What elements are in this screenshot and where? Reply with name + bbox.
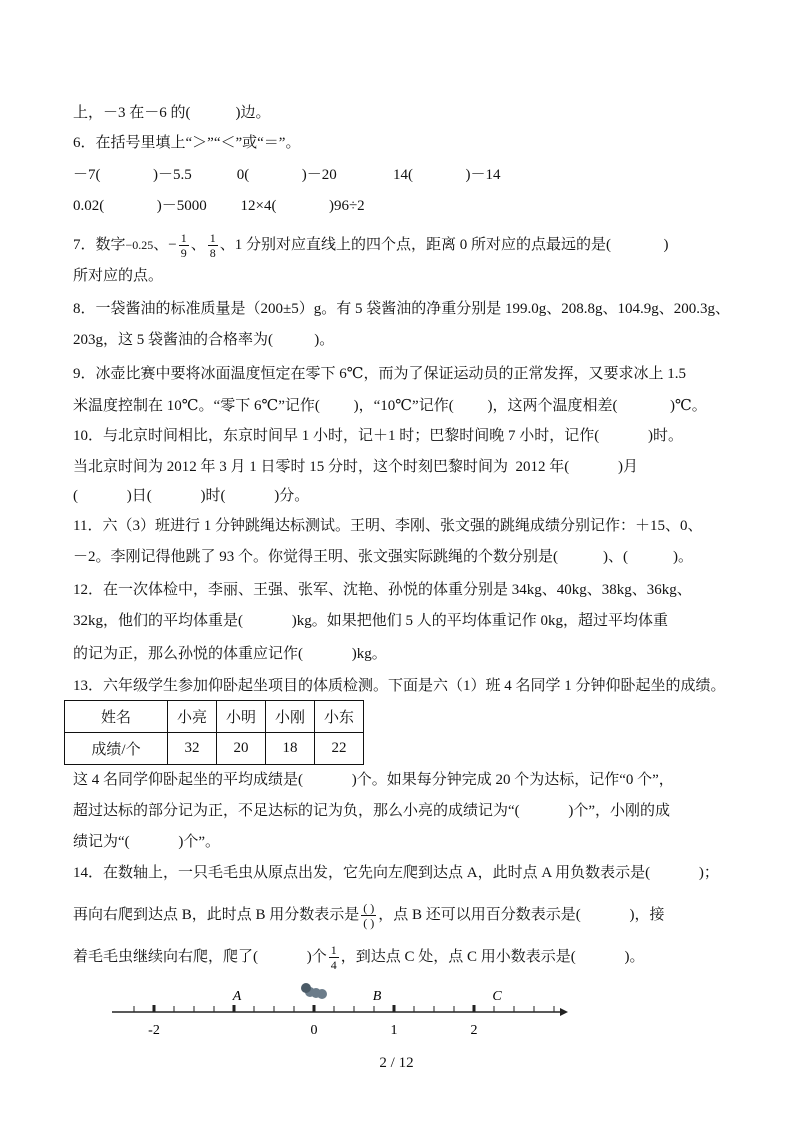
score-cell: 18 <box>266 733 315 765</box>
score-cell: 32 <box>168 733 217 765</box>
text-line: 10．与北京时间相比，东京时间早 1 小时，记＋1 时；巴黎时间晚 7 小时，记作( )时。 <box>73 428 683 444</box>
text-line: 8．一袋酱油的标准质量是（200±5）g。有 5 袋酱油的净重分别是 199.0g、208.8g、104.9g、200.3g、 <box>73 301 730 317</box>
text-line: 绩记为“( )个”。 <box>73 834 221 850</box>
score-cell: 20 <box>217 733 266 765</box>
numerator: 1 <box>330 943 337 957</box>
text-line: 13．六年级学生参加仰卧起坐项目的体质检测。下面是六（1）班 4 名同学 1 分钟仰卧起坐的成绩。 <box>73 678 726 694</box>
text-line: 11．六（3）班进行 1 分钟跳绳达标测试。王明、李刚、张文强的跳绳成绩分别记作：＋15、0、 <box>73 518 703 534</box>
tick-label: 1 <box>390 1023 398 1038</box>
point-label: A <box>232 989 242 1004</box>
fraction-blank <box>361 901 376 930</box>
text-line: －2。李刚记得他跳了 93 个。你觉得王明、张文强实际跳绳的个数分别是( )、( )。 <box>73 549 693 565</box>
text-line: 所对应的点。 <box>73 268 164 284</box>
denominator: ( ) <box>363 916 375 930</box>
tick-label: -2 <box>148 1023 160 1038</box>
text-line: 上，－3 在－6 的( )边。 <box>73 105 271 121</box>
text-line: 当北京时间为 2012 年 3 月 1 日零时 15 分时，这个时刻巴黎时间为 2012 年( )月 <box>73 459 638 475</box>
q7-text: 、 <box>190 236 206 253</box>
number-line <box>0 980 793 1040</box>
point-label: C <box>492 989 502 1004</box>
text: 着毛毛虫继续向右爬，爬了( )个 <box>73 948 327 965</box>
tick-label: 0 <box>310 1023 318 1038</box>
situp-score-table <box>64 700 364 765</box>
header-cell: 小明 <box>217 701 266 733</box>
q7-text: 、− <box>153 236 177 253</box>
score-cell: 22 <box>315 733 364 765</box>
text: ，到达点 C 处，点 C 用小数表示是( )。 <box>340 948 645 965</box>
q7-text: 7．数字 <box>73 236 126 253</box>
denominator: 8 <box>209 246 216 260</box>
fraction <box>179 231 189 260</box>
page-number: 2 / 12 <box>379 1055 414 1071</box>
text-line: ( )日( )时( )分。 <box>73 488 310 504</box>
text-line: －7( )－5.5 0( )－20 14( )－14 <box>73 167 501 183</box>
text-line: 32kg，他们的平均体重是( )kg。如果把他们 5 人的平均体重记作 0kg，超过平均体重 <box>73 613 668 629</box>
axis-arrow <box>560 1008 568 1016</box>
text-line: 203g，这 5 袋酱油的合格率为( )。 <box>73 332 335 348</box>
denominator: 9 <box>180 246 187 260</box>
tick-label: 2 <box>470 1023 478 1038</box>
text-line: 6．在括号里填上“＞”“＜”或“＝”。 <box>73 135 301 151</box>
denominator: 4 <box>330 958 337 972</box>
numerator: 1 <box>209 231 216 245</box>
text: ，点 B 还可以用百分数表示是( )，接 <box>378 906 665 923</box>
text-line: 0.02( )－5000 12×4( )96÷2 <box>73 198 365 214</box>
text: 再向右爬到达点 B，此时点 B 用分数表示是 <box>73 906 360 923</box>
numerator: 1 <box>180 231 187 245</box>
question-7 <box>73 231 669 260</box>
header-cell: 姓名 <box>65 701 168 733</box>
point-label: B <box>372 989 382 1004</box>
fraction <box>208 231 218 260</box>
header-cell: 小刚 <box>266 701 315 733</box>
score-cell: 成绩/个 <box>65 733 168 765</box>
question-14-line2 <box>73 901 665 930</box>
text-line: 9．冰壶比赛中要将冰面温度恒定在零下 6℃，而为了保证运动员的正常发挥，又要求冰上 1.5 <box>73 366 687 382</box>
text-line: 12．在一次体检中，李丽、王强、张军、沈艳、孙悦的体重分别是 34kg、40kg、38kg、36kg、 <box>73 582 692 598</box>
text-line: 米温度控制在 10℃。“零下 6℃”记作( )，“10℃”记作( )，这两个温度相差( )℃。 <box>73 398 707 414</box>
numerator: ( ) <box>363 901 375 915</box>
text-line: 的记为正，那么孙悦的体重应记作( )kg。 <box>73 646 387 662</box>
q7-number: −0.25 <box>125 237 154 252</box>
header-cell: 小东 <box>315 701 364 733</box>
text-line: 超过达标的部分记为正，不足达标的记为负，那么小亮的成绩记为“( )个”，小刚的成 <box>73 803 671 819</box>
text-line: 14．在数轴上，一只毛毛虫从原点出发，它先向左爬到达点 A，此时点 A 用负数表示是( )； <box>73 865 719 881</box>
caterpillar-icon <box>301 983 327 999</box>
text-line: 这 4 名同学仰卧起坐的平均成绩是( )个。如果每分钟完成 20 个为达标，记作“0 个”， <box>73 772 674 788</box>
fraction <box>329 943 339 972</box>
question-14-line3 <box>73 943 645 972</box>
header-cell: 小亮 <box>168 701 217 733</box>
q7-text: 、1 分别对应直线上的四个点，距离 0 所对应的点最远的是( ) <box>219 236 669 253</box>
